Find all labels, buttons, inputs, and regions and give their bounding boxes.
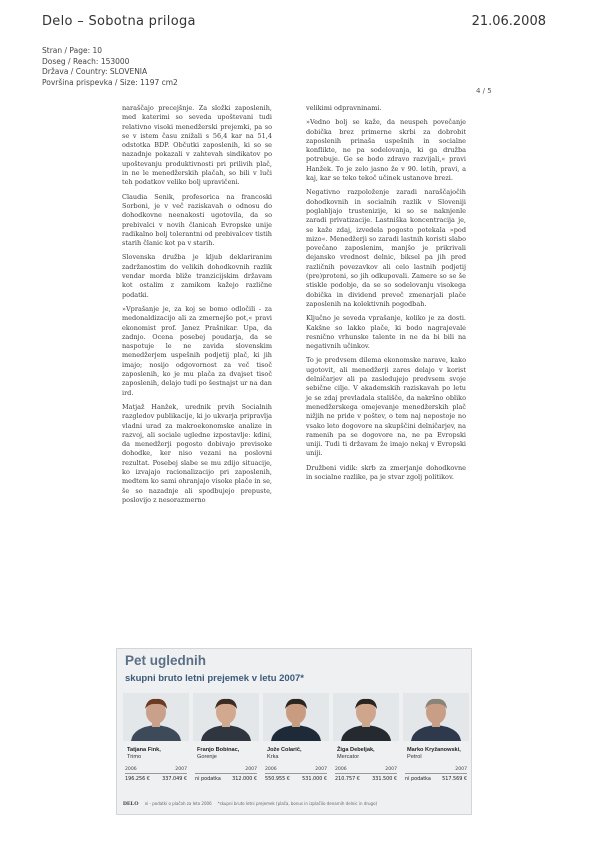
infobox-title: Pet uglednih xyxy=(125,653,206,668)
article-paragraph: Družbeni vidik: skrb za zmerjanje dohodkovne in socialne razlike, pa je stvar zgolj politikov. xyxy=(306,463,466,481)
page-counter: 4 / 5 xyxy=(476,87,492,95)
salary-value: 196.256 € xyxy=(125,776,150,782)
infobox-footer xyxy=(123,801,463,807)
year-header xyxy=(125,767,187,774)
salary-value: ni podatka xyxy=(195,776,221,782)
year-header xyxy=(265,767,327,774)
article-paragraph: Ključno je seveda vprašanje, koliko je za dosti. Kakšne so lakko plače, ki bodo nagrajevale resnično vrhunske talente in ne da bi bili na negativnih učinkov. xyxy=(306,314,466,351)
publication-date: 21.06.2008 xyxy=(471,14,546,29)
portrait-photo xyxy=(193,693,259,741)
year-label: 2007 xyxy=(315,767,327,772)
footer-note: ni - podatki o plačah za leto 2006 xyxy=(144,801,212,806)
person-card xyxy=(193,693,259,801)
person-card xyxy=(263,693,329,801)
article-paragraph: Claudia Senik, profesorica na francoski Sorboni, je v več raziskavah o odnosu do dohodkovne neenakosti ugotovila, da so prebivalci v novih članicah Evropske unije radikalno bolj tolerantni od prebivalcev tistih starih članic kot pa v starih. xyxy=(122,192,272,248)
salary-values xyxy=(405,776,467,782)
person-name: Jože Colarič, xyxy=(267,747,302,753)
salary-value: 517.569 € xyxy=(442,776,467,782)
person-card xyxy=(333,693,399,801)
article-column-right xyxy=(306,104,466,487)
article-paragraph: Matjaž Hanžek, urednik prvih Socialnih razgledov publikacije, ki jo ukvarja pripravlja vladni urad za makroekonomske analize in razvoj, ali sociale ugledne izpostavlje: kdini, da menedžerji pogosto dobivajo previsoke dohodke, ker niso vezani na poslovni rezultat. Posebej slabe se mu zdijo situacije, ko izvajajo racionalizacijo pri zaposlenih, medtem ko sami ohranjajo visoke plače in se, še so nazadnje ali spodbujejo prepuste, poslovijo z nesorazmerno xyxy=(122,402,272,504)
person-company: Mercator xyxy=(337,754,360,760)
article-paragraph: Slovenska družba je kljub deklariranim zadržanostim do velikih dohodkovnih razlik vendar morda bliže tranzicijskim državam kot ostalim z zamikom kažejo različne podatki. xyxy=(122,253,272,299)
year-label: 2006 xyxy=(125,767,137,772)
salary-value: 210.757 € xyxy=(335,776,360,782)
salary-values xyxy=(125,776,187,782)
portrait-photo xyxy=(333,693,399,741)
article-paragraph: Negativno razpoloženje zaradi naraščajočih dohodkovnih in socialnih razlik v Sloveniji poglabljajo trustenizije, ki so se naknjenle zaradi privatizacije. Lastniška koncentracija je, se kaže zdaj, izvedela pogosto potekala »pod mizo«. Menedžerji so zaradi lastnih koristi slabo povečano zaposlenim, manjšo je prikrivali dejansko vrednost delnic, biksel pa jih pred različnih povezavkov ali celo lastnih podjetij (pre)proteni, so jih odkupovali. Zamere so se še stiskle podobje, da se so sodelovanju visokega dobička in dividend preveč zmenarjali plače zaposlenih na kolektivnih pogodbah. xyxy=(306,188,466,308)
salary-value: ni podatka xyxy=(405,776,431,782)
portrait-photo xyxy=(403,693,469,741)
salary-value: 331.500 € xyxy=(372,776,397,782)
meta-page: Stran / Page: 10 xyxy=(42,46,103,55)
footer-note: *skupni bruto letni prejemek (plača, bonus in izplačilo denarnih delnic in drugo) xyxy=(217,801,378,806)
year-header xyxy=(195,767,257,774)
year-label: 2007 xyxy=(175,767,187,772)
salary-value: 550.955 € xyxy=(265,776,290,782)
person-company: Gorenje xyxy=(197,754,217,760)
person-company: Petrol xyxy=(407,754,422,760)
person-card xyxy=(403,693,469,801)
portrait-photo xyxy=(123,693,189,741)
salary-value: 337.049 € xyxy=(162,776,187,782)
clipping-metadata xyxy=(42,46,178,88)
person-name: Franjo Bobinac, xyxy=(197,747,240,753)
person-name: Marko Kryžanowski, xyxy=(407,747,461,753)
delo-logo: DELO xyxy=(123,801,139,807)
person-card xyxy=(123,693,189,801)
year-label: 2006 xyxy=(335,767,347,772)
year-label: 2006 xyxy=(265,767,277,772)
salary-values xyxy=(265,776,327,782)
article-paragraph: To je predvsem dilema ekonomske narave, kako ugotovit, ali menedžerji zares delajo v korist delničarjev ali pa zasledujejo predvsem svoje sebične cilje. V akademskih raziskavah po letu je se zdaj prevladala stališče, da nakršno obliko menedžerskega omejevanje menedžerskih plač nižjih ne pride v poštev, o tem naj nepostoje no vsako leto dogovore na skupščini delničarjev, na ramenih pa se dogovore na, ne pa Evropski uniji. Tudi ti državam že imajo nekaj v Evropski uniji. xyxy=(306,356,466,458)
meta-reach: Doseg / Reach: 153000 xyxy=(42,56,130,66)
salary-infobox xyxy=(116,648,472,815)
year-label: 2007 xyxy=(245,767,257,772)
salary-values xyxy=(195,776,257,782)
person-name: Tatjana Fink, xyxy=(127,747,161,753)
person-name: Žiga Debeljak, xyxy=(337,747,375,753)
person-company: Krka xyxy=(267,754,279,760)
article-column-left xyxy=(122,104,272,510)
year-label: 2007 xyxy=(385,767,397,772)
meta-size: Površina prispevka / Size: 1197 cm2 xyxy=(42,77,178,87)
year-header xyxy=(405,767,467,774)
infobox-subtitle: skupni bruto letni prejemek v letu 2007* xyxy=(125,673,304,684)
article-paragraph: »Vprašanje je, za koj se bomo odločili - za medonaldizacijo ali za zmernejšo pot,« pravi ekonomist prof. Janez Prašnikar. Upa, da zadnjo. Ocena posebej poudarja, da se naspotuje le ne zavida slovenskim menedžerjem uspešnih podjetij plač, ki jih imajo; nosijo odgovornost za več tisoč zaposlenih, ko je mu plača za dvajset tisoč zaposlenih, delajo tudi po šestnajst ur na dan ird. xyxy=(122,304,272,397)
article-paragraph: naraščajo precejšnje. Za složki zaposlenih, med katerimi so seveda upoštevani tudi relativno visoki menedžerski prejemki, pa so se v istem času znižali s 56,4 kar na 51,4 odstotka BDP. Občutki zaposlenih, ki so se nazadnje pokazali v zahtevah sindikatov po upoštevanju produktivnosti pri prilivih plač, in ne le menedžerskih plačah, so bili v luči teh podatkov veliko bolj upravičeni. xyxy=(122,104,272,187)
meta-country: Država / Country: SLOVENIA xyxy=(42,67,148,77)
article-paragraph: velikimi odpravninami. xyxy=(306,104,382,112)
publication-title: Delo – Sobotna priloga xyxy=(42,14,196,29)
article-paragraph: »Vedno bolj se kaže, da neuspeh povečanje dobička brez primerne skrbi za dobrobit zaposlenih prinaša uspešnih in socialne konflikte, ne pa sodelovanja, ki ga družba potrebuje. Ge se bodo zdravo razvijali,« pravi Hanžek. To je zelo jasno že v 90. letih, pravi, a kaj, kar se teko tekoč učinek ustanove brezi. xyxy=(306,118,466,183)
person-company: Trimo xyxy=(127,754,142,760)
portrait-photo xyxy=(263,693,329,741)
salary-values xyxy=(335,776,397,782)
year-label: 2007 xyxy=(455,767,467,772)
salary-value: 531.000 € xyxy=(302,776,327,782)
salary-value: 312.000 € xyxy=(232,776,257,782)
year-header xyxy=(335,767,397,774)
